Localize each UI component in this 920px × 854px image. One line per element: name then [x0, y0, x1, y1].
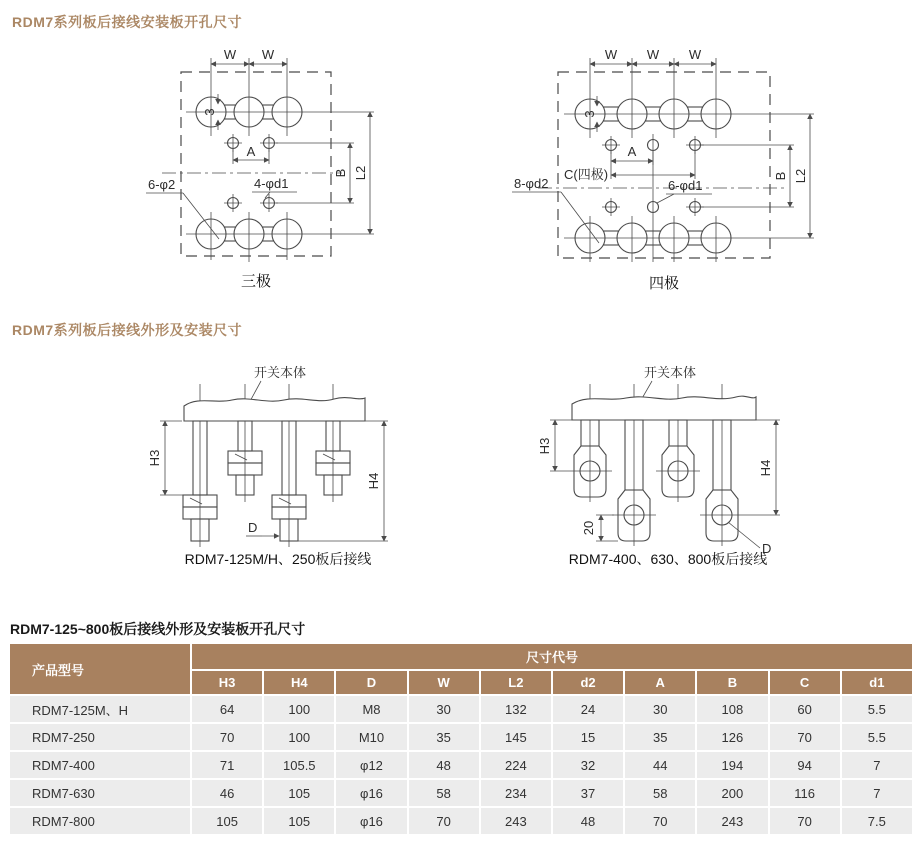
- four-pole-caption: 四极: [648, 275, 680, 292]
- switch-body: [572, 396, 756, 420]
- col-header-c: C: [769, 670, 841, 695]
- value-cell: 70: [769, 807, 841, 835]
- value-cell: 243: [480, 807, 552, 835]
- value-cell: 132: [480, 695, 552, 723]
- rear-125-caption: RDM7-125M/H、250板后接线: [184, 551, 372, 567]
- model-cell: RDM7-800: [9, 807, 191, 835]
- value-cell: 100: [263, 723, 335, 751]
- terminal-slots: [564, 58, 814, 262]
- dim-a: A: [627, 144, 637, 159]
- table-title: RDM7-125~800板后接线外形及安装板开孔尺寸: [10, 621, 306, 637]
- value-cell: 35: [624, 723, 696, 751]
- value-cell: 15: [552, 723, 624, 751]
- value-cell: 37: [552, 779, 624, 807]
- drawing-rear-125: [128, 362, 438, 570]
- col-header-h3: H3: [191, 670, 263, 695]
- dim-3: 3: [202, 108, 217, 116]
- dim-h4: H4: [758, 459, 773, 477]
- value-cell: 234: [480, 779, 552, 807]
- big-holes-label: 6-φ2: [148, 177, 176, 192]
- dim-20: 20: [581, 520, 596, 536]
- dim-d: D: [248, 520, 258, 535]
- value-cell: 30: [408, 695, 480, 723]
- value-cell: 194: [696, 751, 768, 779]
- value-cell: 116: [769, 779, 841, 807]
- value-cell: 145: [480, 723, 552, 751]
- value-cell: φ16: [335, 807, 407, 835]
- col-header-model: 产品型号: [9, 643, 191, 695]
- model-cell: RDM7-630: [9, 779, 191, 807]
- value-cell: 7: [841, 751, 913, 779]
- three-pole-caption: 三极: [240, 273, 272, 290]
- value-cell: 7.5: [841, 807, 913, 835]
- switch-body: [184, 398, 365, 421]
- col-header-h4: H4: [263, 670, 335, 695]
- dim-h4: H4: [366, 472, 381, 490]
- value-cell: 7: [841, 779, 913, 807]
- dimensions: [202, 47, 370, 234]
- value-cell: 64: [191, 695, 263, 723]
- value-cell: 48: [552, 807, 624, 835]
- value-cell: 48: [408, 751, 480, 779]
- value-cell: φ12: [335, 751, 407, 779]
- table-row: [9, 807, 913, 835]
- drawing-four-pole: [508, 38, 888, 300]
- dim-w1: W: [223, 47, 237, 62]
- rear-400-caption: RDM7-400、630、800板后接线: [568, 551, 768, 567]
- section2-title: RDM7系列板后接线外形及安装尺寸: [12, 322, 243, 338]
- value-cell: 46: [191, 779, 263, 807]
- section1-title: RDM7系列板后接线安装板开孔尺寸: [12, 14, 243, 30]
- value-cell: 58: [408, 779, 480, 807]
- model-cell: RDM7-125M、H: [9, 695, 191, 723]
- dim-w3: W: [688, 47, 702, 62]
- dim-w2: W: [261, 47, 275, 62]
- value-cell: M10: [335, 723, 407, 751]
- dimensions: [147, 421, 388, 541]
- value-cell: 24: [552, 695, 624, 723]
- switch-body-label: 开关本体: [643, 365, 697, 380]
- big-holes-label: 8-φd2: [514, 176, 549, 191]
- dim-c: C(四极): [564, 167, 609, 182]
- value-cell: 200: [696, 779, 768, 807]
- value-cell: 5.5: [841, 723, 913, 751]
- dim-h3: H3: [537, 437, 552, 455]
- value-cell: 105: [263, 779, 335, 807]
- switch-body-label: 开关本体: [253, 365, 307, 380]
- small-holes-label: 4-φd1: [254, 176, 289, 191]
- model-cell: RDM7-400: [9, 751, 191, 779]
- value-cell: 70: [769, 723, 841, 751]
- value-cell: 70: [624, 807, 696, 835]
- rear-125-svg: [128, 362, 438, 570]
- terminal-studs: [183, 421, 350, 541]
- dim-l2: L2: [793, 168, 808, 184]
- col-header-d1: d1: [841, 670, 913, 695]
- value-cell: 243: [696, 807, 768, 835]
- dim-w1: W: [604, 47, 618, 62]
- four-pole-svg: [508, 38, 888, 300]
- table-row: [9, 723, 913, 751]
- hole-callouts: [146, 176, 297, 239]
- col-header-b: B: [696, 670, 768, 695]
- table-row: [9, 695, 913, 723]
- value-cell: 5.5: [841, 695, 913, 723]
- value-cell: φ16: [335, 779, 407, 807]
- drawing-rear-400: [518, 362, 828, 570]
- dim-b: B: [333, 168, 348, 178]
- dim-3: 3: [582, 110, 597, 118]
- col-header-a: A: [624, 670, 696, 695]
- value-cell: 32: [552, 751, 624, 779]
- hole-callouts: [512, 176, 712, 243]
- dim-h3: H3: [147, 449, 162, 467]
- col-header-group: 尺寸代号: [191, 643, 913, 670]
- mounting-plate-outline: [162, 72, 342, 256]
- dim-l2: L2: [353, 165, 368, 181]
- value-cell: 105: [191, 807, 263, 835]
- value-cell: 126: [696, 723, 768, 751]
- dimension-table: [8, 642, 914, 836]
- dim-d: D: [762, 541, 772, 556]
- value-cell: 70: [191, 723, 263, 751]
- value-cell: 100: [263, 695, 335, 723]
- dim-w2: W: [646, 47, 660, 62]
- value-cell: 94: [769, 751, 841, 779]
- col-header-d2: d2: [552, 670, 624, 695]
- terminal-slots: [186, 58, 374, 262]
- value-cell: 30: [624, 695, 696, 723]
- value-cell: 108: [696, 695, 768, 723]
- value-cell: 105: [263, 807, 335, 835]
- col-header-l2: L2: [480, 670, 552, 695]
- value-cell: 224: [480, 751, 552, 779]
- table-row: [9, 779, 913, 807]
- value-cell: 35: [408, 723, 480, 751]
- col-header-d: D: [335, 670, 407, 695]
- model-cell: RDM7-250: [9, 723, 191, 751]
- rear-400-svg: [518, 362, 828, 570]
- value-cell: 60: [769, 695, 841, 723]
- small-holes-label: 6-φd1: [668, 178, 703, 193]
- dim-a: A: [246, 144, 256, 159]
- value-cell: 44: [624, 751, 696, 779]
- value-cell: 58: [624, 779, 696, 807]
- drawing-three-pole: [136, 40, 476, 298]
- value-cell: 71: [191, 751, 263, 779]
- table-row: [9, 751, 913, 779]
- dimensions: [564, 47, 810, 238]
- dim-b: B: [773, 171, 788, 181]
- value-cell: M8: [335, 695, 407, 723]
- value-cell: 105.5: [263, 751, 335, 779]
- three-pole-svg: [136, 40, 476, 298]
- value-cell: 70: [408, 807, 480, 835]
- col-header-w: W: [408, 670, 480, 695]
